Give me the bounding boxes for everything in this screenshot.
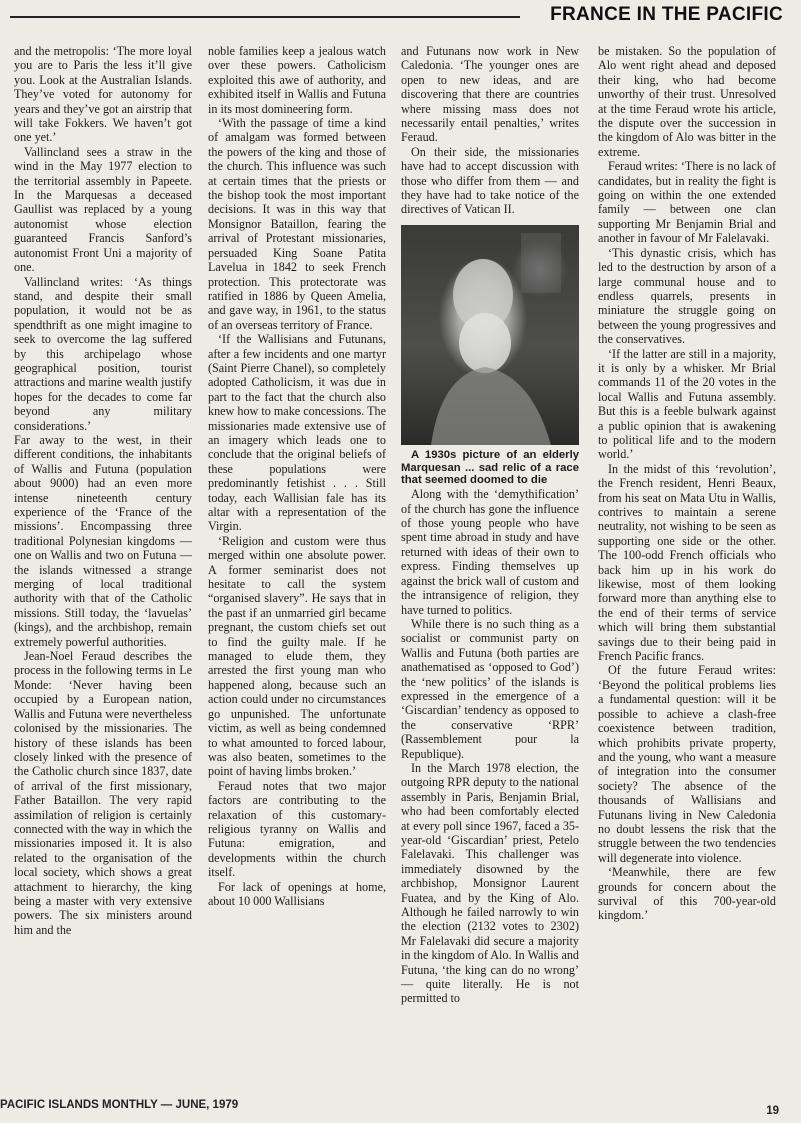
paragraph: Far away to the west, in their different conditions, the inhabitants of Wallis and Futuna (population about 9000) had an even more intense nineteenth century experience of the ‘France of the missions’. Encompassing three traditional Polynesian kingdoms — one on Wallis and two on Futuna — the islands witnessed a strange merging of local traditional authority with that of the Catholic missions. Still today, the ‘lavuelas’ (kings), and the archbishop, remain extremely powerful authorities. [14,432,192,649]
paragraph: While there is no such thing as a socialist or communist party on Wallis and Futuna (both parties are anathematised as ‘opposed to God’) the ‘new politics’ of the islands is expressed in the emergence of a ‘Giscardian’ tendency as opposed to the conservative ‘RPR’ (Rassemblement pour la Republique). [401,616,579,761]
page-number: 19 [766,1105,779,1117]
paragraph: be mistaken. So the population of Alo went right ahead and deposed their king, who had become unworthy of their trust. Unresolved at the time Feraud wrote his article, the dispute over the succession in the kingdom of Alo was bitter in the extreme. [598,44,776,159]
paragraph: Feraud writes: ‘There is no lack of candidates, but in reality the fight is going on within the one extended family — between one clan supporting Mr Benjamin Brial and another in favour of Mr Falelavaki. [598,159,776,246]
paragraph: On their side, the missionaries have had to accept discussion with those who differ from them — and they have had to take notice of the directives of Vatican II. [401,144,579,217]
paragraph: ‘If the Wallisians and Futunans, after a few incidents and one martyr (Saint Pierre Chanel), so completely adopted Catholicism, it was due in part to the fact that the church also knew how to make concessions. The missionaries made extensive use of an imagery which leads one to conclude that the original beliefs of these populations were predominantly fetishist . . . Still today, each Wallisian fale has its altar with a representation of the Virgin. [208,332,386,534]
article-column-1 [14,44,192,937]
article-column-2 [208,44,386,908]
section-title: FRANCE IN THE PACIFIC [550,4,783,25]
photo-figure [401,225,579,445]
paragraph: Jean-Noel Feraud describes the process in the following terms in Le Monde: ‘Never having been occupied by a European nation, Wallis and Futuna were nevertheless colonised by the missionaries. The history of these islands has been closely linked with the presence of the Catholic church since 1837, date of arrival of the first missionary, Father Bataillon. The very rapid assimilation of religion is certainly connected with the way in which the missionaries imposed it. It is also related to the organisation of the local society, which shows a great attachment to hierarchy, the king being a master with very extensive powers. The six ministers around him and the [14,649,193,937]
marquesan-photo [401,225,579,445]
article-column-4 [598,44,776,923]
article-column-3 [401,44,579,1006]
paragraph: ‘Meanwhile, there are few grounds for concern about the survival of this 700-year-old kingdom.’ [598,865,776,923]
paragraph: and Futunans now work in New Caledonia. ‘The younger ones are open to new ideas, and are discovering that there are countries where missing mass does not necessarily entail penalties,’ writes Feraud. [401,44,579,145]
paragraph: ‘This dynastic crisis, which has led to the destruction by arson of a large communal house and to endless quarrels, presents in miniature the struggle going on between the young progressives and the conservatives. [598,245,776,347]
photo-shoulders [431,367,551,445]
header-rule [10,16,520,18]
paragraph: In the midst of this ‘revolution’, the French resident, Henri Beaux, from his seat on Mata Utu in Wallis, contrives to maintain a serene neutrality, not wishing to be seen as supporting one side or the other. The 100-odd French officials who back him up in his work do likewise, most of them looking forward more than anything else to the end of their terms of service which will bring them substantial savings due to their being paid in French Pacific francs. [598,461,776,664]
paragraph: ‘With the passage of time a kind of amalgam was formed between the powers of the king and those of the church. This influence was such at certain times that the priests or the bishop took the most important decisions. It was in this way that Monsignor Bataillon, fearing the arrival of Protestant missionaries, persuaded King Soane Patita Lavelua in 1842 to seek French protection. This protectorate was ratified in 1886 by Queen Amelia, and gave way, in 1961, to the status of an overseas territory of France. [208,116,386,332]
paragraph: Vallincland writes: ‘As things stand, and despite their small population, it would not be as spendthrift as one might imagine to seek to overcome the lag suffered by this archipelago whose geographical position, tourist attractions and marine wealth justify hopes for the decades to come far beyond any military considerations.’ [14,274,192,433]
paragraph: and the metropolis: ‘The more loyal you are to Paris the less it’ll give you. Look at the Australian Islands. They’ve voted for autonomy for years and they’ve got an airstrip that will take Fokkers. We haven’t got one yet.’ [14,44,192,145]
photo-beard [459,313,511,373]
paragraph: noble families keep a jealous watch over these powers. Catholicism exploited this awe of authority, and exhibited itself in Wallis and Futuna in its most domineering form. [208,44,386,116]
photo-caption: A 1930s picture of an elderly Marquesan ... sad relic of a race that seemed doomed to die [401,448,579,487]
publication-footer: PACIFIC ISLANDS MONTHLY — JUNE, 1979 [0,1099,239,1111]
paragraph: Along with the ‘demythification’ of the church has gone the influence of those young people who have spent time abroad in study and have returned with ideas of their own to express. Finding themselves up against the brick wall of custom and the intransigence of religion, they have turned to politics. [401,487,579,617]
paragraph: In the March 1978 election, the outgoing RPR deputy to the national assembly in Paris, Benjamin Brial, who had been comfortably elected at every poll since 1967, faced a 35-year-old ‘Giscardian’ priest, Petelo Falelavaki. This challenger was immediately disowned by the archbishop, Monsignor Laurent Fuatea, and by the King of Alo. Although he failed narrowly to win the election (2132 votes to 2302) Mr Falelavaki did secure a majority in the kingdom of Alo. In Wallis and Futuna, ‘the king can do no wrong’ — quite literally. He is not permitted to [401,760,579,1006]
paragraph: ‘Religion and custom were thus merged within one absolute power. A former seminarist does not hesitate to call the system “organised slavery”. He says that in the past if an unmarried girl became pregnant, the custom chiefs set out to find the guilty male. If he managed to elude them, they arrested the first young man who happened along, because such an action could under no circumstances go unpunished. The unfortunate victim, as well as being condemned to what amounted to forced labour, was also beaten, sometimes to the point of having limbs broken.’ [208,533,386,779]
paragraph: Feraud notes that two major factors are contributing to the relaxation of this customary-religious tyranny on Wallis and Futuna: emigration, and developments within the church itself. [208,778,386,880]
paragraph: For lack of openings at home, about 10 000 Wallisians [208,879,386,908]
paragraph: ‘If the latter are still in a majority, it is only by a whisker. Mr Brial commands 11 of the 20 votes in the local Wallis and Futuna assembly. But this is a feeble bulwark against a public opinion that is awakening to political life and to the modern world.’ [598,346,776,462]
photo-background-shape [521,233,561,293]
paragraph: Of the future Feraud writes: ‘Beyond the political problems lies a fundamental question: will it be possible to achieve a clash-free coexistence between tradition, which prohibits private property, and the young, who want a measure of integration into the consumer society? The absence of the thousands of Wallisians and Futunans living in New Caledonia no doubt lessens the risk that the struggle between the two tendencies will degenerate into violence. [598,663,776,865]
paragraph: Vallincland sees a straw in the wind in the May 1977 election to the territorial assembly in Papeete. In the Marquesas a deceased Gaullist was replaced by a young autonomist whose election guaranteed Francis Sanford’s autonomist Front Uni a majority of one. [14,144,192,275]
